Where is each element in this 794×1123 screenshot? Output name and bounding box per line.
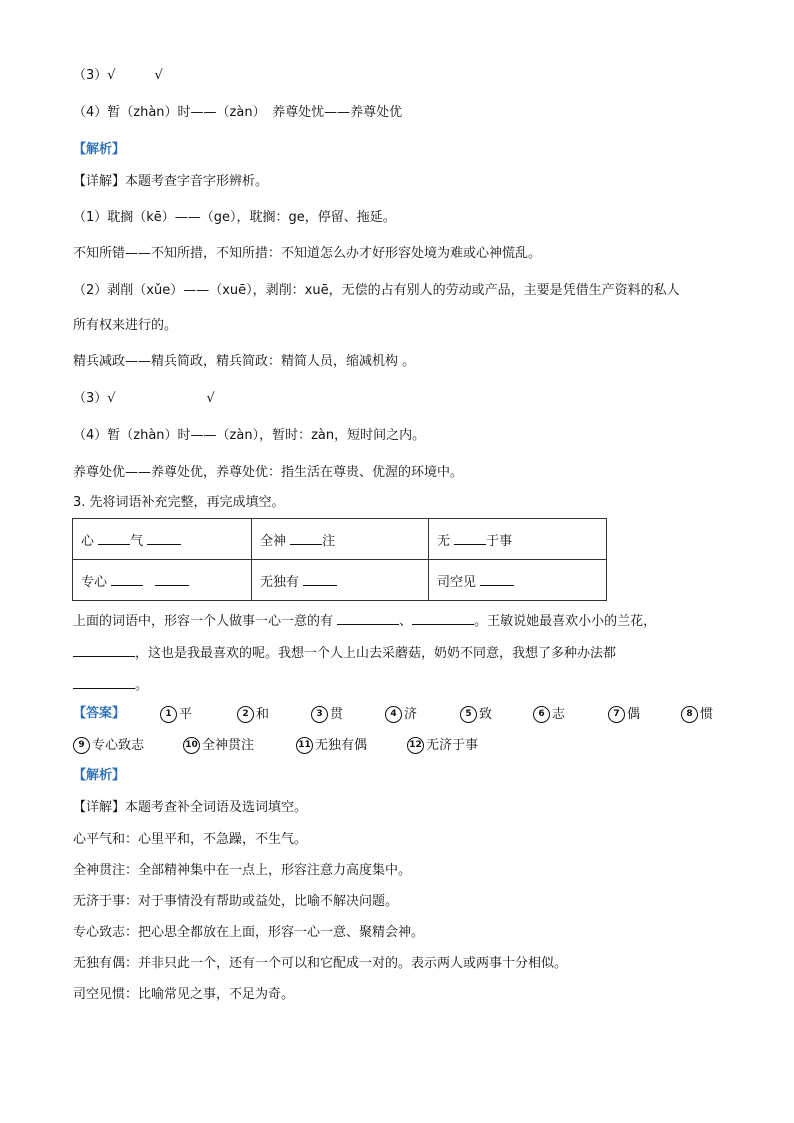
blank [147, 532, 181, 545]
answer-item: 2 和 [237, 706, 269, 723]
blank [98, 532, 130, 545]
fill-paragraph-3: 。 [73, 676, 148, 694]
detail-item-1-b: 不知所错——不知所措，不知所措：不知道怎么办才好形容处境为难或心神慌乱。 [73, 246, 542, 261]
answer-item: 4 济 [385, 706, 417, 723]
answer-line-3: （3）√ √ [73, 68, 163, 83]
detail-item-2-cont: 所有权来进行的。 [73, 318, 178, 333]
analysis-header: 【解析】 [73, 142, 126, 157]
detail-item-4-b: 养尊处优——养尊处优，养尊处优：指生活在尊贵、优渥的环境中。 [73, 465, 464, 480]
answer-item: 5 致 [460, 706, 492, 723]
answer-item: 1 平 [160, 706, 192, 723]
explain-2: 全神贯注：全部精神集中在一点上，形容注意力高度集中。 [73, 863, 412, 878]
detail-item-4: （4）暂（zhàn）时——（zàn），暂时：zàn，短时间之内。 [73, 428, 426, 443]
blank [412, 612, 474, 625]
blank [290, 532, 322, 545]
explain-4: 专心致志：把心思全都放在上面，形容一心一意、聚精会神。 [73, 925, 425, 940]
blank [454, 532, 486, 545]
analysis-header-2: 【解析】 [73, 768, 126, 783]
detail-item-3: （3）√ √ [73, 391, 215, 406]
blank [480, 573, 514, 586]
fill-in-table [72, 518, 607, 601]
detail-intro-2: 【详解】本题考查补全词语及选词填空。 [73, 800, 308, 815]
answer-item: 11 无独有偶 [296, 737, 367, 754]
explain-1: 心平气和：心里平和，不急躁，不生气。 [73, 832, 308, 847]
answer-item: 10 全神贯注 [183, 737, 254, 754]
blank [73, 676, 135, 689]
detail-item-1: （1）耽搁（kē）——（ge），耽搁：ge，停留、拖延。 [73, 210, 396, 225]
blank [337, 612, 399, 625]
question-3-title: 3. 先将词语补充完整，再完成填空。 [73, 495, 285, 510]
cell-r2c3: 司空见 [429, 560, 607, 601]
blank [111, 573, 143, 586]
detail-item-2: （2）剥削（xǔe）——（xuē），剥削：xuē，无偿的占有别人的劳动或产品，主要是凭借生产资料的私人 [73, 283, 680, 298]
cell-r2c2: 无独有 [252, 560, 429, 601]
blank [303, 573, 337, 586]
answer-item: 9 专心致志 [73, 737, 144, 754]
answer-line-4: （4）暂（zhàn）时——（zàn） 养尊处忧——养尊处优 [73, 105, 403, 120]
answer-item: 7 偶 [608, 706, 640, 723]
answer-item: 8 惯 [681, 706, 713, 723]
cell-r2c1: 专心 [73, 560, 252, 601]
blank [155, 573, 189, 586]
answer-item: 3 贯 [311, 706, 343, 723]
answer-item: 6 志 [533, 706, 565, 723]
explain-5: 无独有偶：并非只此一个，还有一个可以和它配成一对的。表示两人或两事十分相似。 [73, 956, 568, 971]
explain-3: 无济于事：对于事情没有帮助或益处，比喻不解决问题。 [73, 894, 399, 909]
fill-paragraph-2: ，这也是我最喜欢的呢。我想一个人上山去采蘑菇，奶奶不同意，我想了多种办法都 [73, 644, 616, 662]
explain-6: 司空见惯：比喻常见之事，不足为奇。 [73, 987, 295, 1002]
cell-r1c1: 心 气 [73, 519, 252, 560]
detail-intro: 【详解】本题考查字音字形辨析。 [73, 174, 269, 189]
fill-paragraph-1: 上面的词语中，形容一个人做事一心一意的有 、 。王敏说她最喜欢小小的兰花， [73, 614, 657, 629]
answer-header: 【答案】 [73, 706, 126, 721]
cell-r1c2: 全神 注 [252, 519, 429, 560]
answer-item: 12 无济于事 [407, 737, 478, 754]
cell-r1c3: 无 于事 [429, 519, 607, 560]
blank [73, 644, 135, 657]
detail-item-2-b: 精兵减政——精兵简政，精兵简政：精简人员，缩减机构 。 [73, 354, 416, 369]
